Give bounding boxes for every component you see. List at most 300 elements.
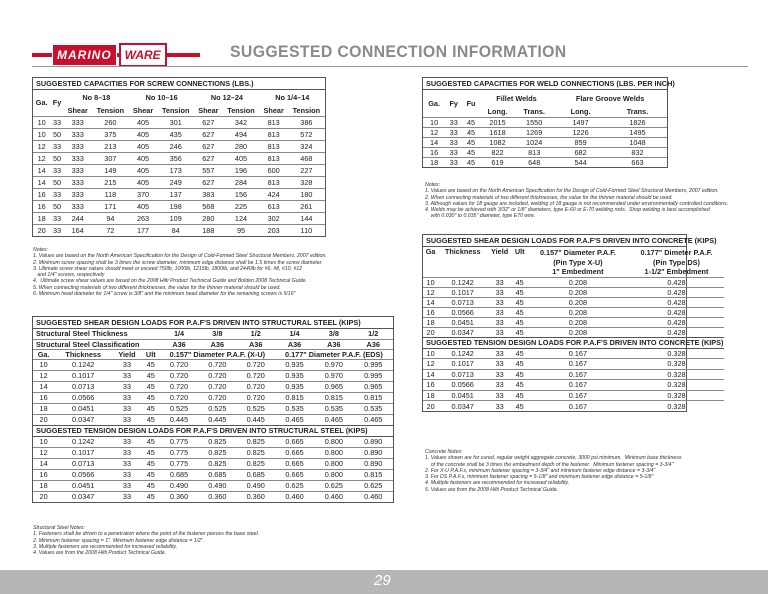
steel-tension-title-row bbox=[33, 425, 393, 436]
table-cell: 109 bbox=[157, 212, 194, 224]
table-cell: 149 bbox=[92, 164, 129, 176]
sub-header: Tension bbox=[161, 105, 190, 115]
table-cell: 12 bbox=[33, 370, 54, 381]
table-cell: 33 bbox=[487, 317, 512, 327]
steel-class-value: A36 bbox=[314, 339, 353, 349]
table-cell: 1497 bbox=[553, 117, 608, 127]
steel-class-label: Structural Steel Classification bbox=[33, 339, 160, 349]
embedment-xu: 1" Embedment bbox=[552, 267, 604, 277]
table-cell: 627 bbox=[194, 128, 222, 140]
table-cell: 0.328 bbox=[629, 390, 725, 401]
table-cell: 45 bbox=[462, 157, 480, 167]
table-cell: 0.428 bbox=[629, 317, 725, 327]
table-row bbox=[33, 176, 325, 188]
table-cell: 0.490 bbox=[237, 480, 275, 491]
table-cell: 333 bbox=[64, 176, 92, 188]
table-cell: 0.935 bbox=[275, 359, 314, 370]
table-cell: 33 bbox=[50, 140, 63, 152]
table-cell: 328 bbox=[288, 176, 325, 188]
col-header-ga: Ga. bbox=[35, 98, 48, 108]
table-cell: 0.0566 bbox=[54, 392, 112, 403]
table-cell: 0.970 bbox=[314, 370, 353, 381]
table-row bbox=[423, 348, 724, 359]
table-cell: 45 bbox=[142, 359, 160, 370]
steel-class-value: A36 bbox=[198, 339, 236, 349]
table-cell: 1550 bbox=[515, 117, 553, 127]
steel-class-value: A36 bbox=[354, 339, 394, 349]
table-cell: 45 bbox=[462, 127, 480, 137]
table-cell: 0.995 bbox=[354, 359, 394, 370]
table-cell: 12 bbox=[423, 359, 438, 370]
table-cell: 333 bbox=[64, 116, 92, 128]
table-cell: 33 bbox=[445, 147, 462, 157]
note-line: 2. For X-U P.A.F.s, minimum fastener spacing = 3-3/4" and minimum fastener edge distance = 3-3/4" bbox=[425, 467, 656, 474]
table-cell: 0.0566 bbox=[438, 307, 487, 317]
steel-thickness-value: 1/2 bbox=[368, 329, 379, 339]
table-cell: 333 bbox=[64, 164, 92, 176]
table-cell: 0.525 bbox=[160, 403, 198, 414]
table-cell: 0.460 bbox=[275, 491, 314, 502]
table-cell: 333 bbox=[64, 152, 92, 164]
col-header-thickness: Thickness bbox=[444, 247, 481, 256]
table-cell: 0.208 bbox=[527, 277, 628, 287]
table-cell: 0.0347 bbox=[438, 327, 487, 337]
table-cell: 0.625 bbox=[354, 480, 394, 491]
table-cell: 0.0713 bbox=[54, 458, 112, 469]
table-cell: 0.428 bbox=[629, 327, 725, 337]
table-cell: 1024 bbox=[515, 137, 553, 147]
weld-notes bbox=[425, 182, 755, 220]
table-cell: 33 bbox=[112, 414, 141, 425]
table-cell: 0.815 bbox=[354, 469, 394, 480]
table-cell: 0.0713 bbox=[438, 297, 487, 307]
table-row bbox=[423, 127, 667, 137]
table-cell: 405 bbox=[129, 116, 157, 128]
table-cell: 33 bbox=[487, 287, 512, 297]
marino-ware-logo bbox=[32, 43, 200, 67]
table-cell: 813 bbox=[260, 176, 288, 188]
steel-class-value: A36 bbox=[160, 339, 198, 349]
table-cell: 0.720 bbox=[160, 381, 198, 392]
table-cell: 33 bbox=[445, 127, 462, 137]
table-cell: 84 bbox=[157, 224, 194, 236]
col-header-thickness: Thickness bbox=[54, 349, 112, 359]
table-cell: 0.525 bbox=[237, 403, 275, 414]
table-cell: 280 bbox=[194, 212, 222, 224]
sub-header: Shear bbox=[263, 105, 284, 115]
logo-word-marino: MARINO bbox=[52, 44, 117, 66]
table-cell: 0.825 bbox=[198, 436, 236, 447]
table-cell: 0.525 bbox=[198, 403, 236, 414]
structural-steel-notes bbox=[33, 525, 373, 556]
table-cell: 0.0347 bbox=[54, 414, 112, 425]
table-row bbox=[33, 359, 393, 370]
table-cell: 33 bbox=[487, 277, 512, 287]
concrete-header-row bbox=[423, 247, 724, 257]
table-cell: 0.208 bbox=[527, 297, 628, 307]
table-cell: 173 bbox=[157, 164, 194, 176]
table-cell: 33 bbox=[112, 392, 141, 403]
note-line: 1. Values shown are for cured, regular weight aggregate concrete, 3000 psi minimum. Minimum base thickness bbox=[425, 455, 682, 462]
table-cell: 33 bbox=[487, 369, 512, 380]
steel-shear-title: SUGGESTED SHEAR DESIGN LOADS FOR P.A.F'S DRIVEN INTO STRUCTURAL STEEL (KIPS) bbox=[33, 317, 393, 329]
table-cell: 0.720 bbox=[160, 370, 198, 381]
table-cell: 33 bbox=[487, 380, 512, 391]
table-cell: 95 bbox=[222, 224, 259, 236]
table-cell: 0.965 bbox=[314, 381, 353, 392]
table-cell: 0.685 bbox=[237, 469, 275, 480]
table-cell: 0.460 bbox=[354, 491, 394, 502]
table-cell: 0.167 bbox=[527, 359, 628, 370]
table-cell: 0.815 bbox=[354, 392, 394, 403]
table-cell: 45 bbox=[462, 117, 480, 127]
table-cell: 0.0566 bbox=[438, 380, 487, 391]
table-cell: 14 bbox=[423, 297, 438, 307]
table-cell: 280 bbox=[222, 140, 259, 152]
table-cell: 0.625 bbox=[275, 480, 314, 491]
table-cell: 0.535 bbox=[354, 403, 394, 414]
table-cell: 0.825 bbox=[237, 447, 275, 458]
table-cell: 12 bbox=[33, 447, 54, 458]
page-footer-bar bbox=[0, 570, 768, 594]
table-cell: 0.465 bbox=[275, 414, 314, 425]
table-cell: 0.720 bbox=[198, 381, 236, 392]
note-line: of the concrete shall be 3 times the embedment depth of the fastener. Minimum fastener spacing = 3-3/4" bbox=[425, 461, 674, 468]
table-cell: 1269 bbox=[515, 127, 553, 137]
table-cell: 557 bbox=[194, 164, 222, 176]
note-line: 4. Welds may be achieved with 3/32" or 1/8" diameters, type E-60 or E-70 welding rods. Shop welding is best accomplished bbox=[425, 207, 710, 214]
table-cell: 0.360 bbox=[237, 491, 275, 502]
sub-header: Tension bbox=[292, 105, 321, 115]
table-cell: 33 bbox=[112, 436, 141, 447]
weld-capacities-table bbox=[422, 77, 675, 168]
table-cell: 0.428 bbox=[629, 297, 725, 307]
table-cell: 45 bbox=[142, 447, 160, 458]
col-header-xu-diameter: 0.157" Diameter P.A.F. (X-U) bbox=[160, 349, 275, 359]
table-cell: 0.208 bbox=[527, 327, 628, 337]
table-cell: 10 bbox=[33, 436, 54, 447]
table-cell: 0.1242 bbox=[438, 348, 487, 359]
col-header-eds-diameter: 0.177" Diameter P.A.F. (EDS) bbox=[275, 349, 393, 359]
concrete-tension-title: SUGGESTED TENSION DESIGN LOADS FOR P.A.F'S DRIVEN INTO CONCRETE (KIPS) bbox=[423, 337, 724, 348]
concrete-table-body bbox=[423, 247, 724, 411]
table-cell: 0.0451 bbox=[438, 317, 487, 327]
table-cell: 177 bbox=[129, 224, 157, 236]
table-cell: 600 bbox=[260, 164, 288, 176]
table-cell: 45 bbox=[142, 414, 160, 425]
page-title: SUGGESTED CONNECTION INFORMATION bbox=[230, 42, 567, 61]
table-cell: 0.535 bbox=[314, 403, 353, 414]
col-header-yield: Yield bbox=[112, 349, 141, 359]
steel-class-row bbox=[33, 339, 393, 349]
table-cell: 18 bbox=[423, 390, 438, 401]
table-row bbox=[423, 317, 724, 327]
note-line: 6. Minimum head diameter for 1/4" screw is 3/8" and the minimum head diameter for the remaining screws is 5/16" bbox=[33, 291, 296, 298]
table-cell: 0.1017 bbox=[438, 359, 487, 370]
table-cell: 45 bbox=[512, 359, 527, 370]
table-cell: 72 bbox=[92, 224, 129, 236]
table-cell: 33 bbox=[112, 359, 141, 370]
table-cell: 0.167 bbox=[527, 369, 628, 380]
table-row bbox=[33, 392, 393, 403]
sub-header: Long. bbox=[487, 106, 508, 116]
table-cell: 16 bbox=[33, 200, 50, 212]
table-row bbox=[33, 370, 393, 381]
sub-header: Long. bbox=[570, 106, 591, 116]
note-line: 3. Although values for 18 gauge are included, welding of 18 gauge is not recommended under environmentally controlled conditions. bbox=[425, 200, 729, 207]
table-cell: 0.445 bbox=[237, 414, 275, 425]
col-header-no14-14: No 1/4–14 bbox=[275, 93, 310, 102]
table-cell: 301 bbox=[157, 116, 194, 128]
sub-header: Shear bbox=[67, 105, 88, 115]
table-cell: 435 bbox=[157, 128, 194, 140]
table-row bbox=[33, 152, 325, 164]
note-line: 4. Ultimate screw shear values are based on the 2008 Hilti Product Technical Guide and Bolden 2008 Technical Guide. bbox=[33, 278, 307, 285]
table-cell: 33 bbox=[112, 469, 141, 480]
table-cell: 0.0566 bbox=[54, 469, 112, 480]
table-cell: 405 bbox=[129, 128, 157, 140]
table-cell: 33 bbox=[487, 390, 512, 401]
table-cell: 198 bbox=[157, 200, 194, 212]
table-cell: 383 bbox=[194, 188, 222, 200]
steel-table-body bbox=[33, 329, 393, 502]
table-cell: 45 bbox=[512, 369, 527, 380]
table-row bbox=[33, 403, 393, 414]
table-cell: 0.800 bbox=[314, 436, 353, 447]
table-cell: 0.167 bbox=[527, 390, 628, 401]
table-cell: 45 bbox=[512, 297, 527, 307]
table-cell: 0.720 bbox=[198, 370, 236, 381]
table-cell: 0.0451 bbox=[54, 480, 112, 491]
table-cell: 333 bbox=[64, 188, 92, 200]
table-cell: 18 bbox=[33, 480, 54, 491]
table-cell: 0.720 bbox=[237, 392, 275, 403]
table-cell: 0.935 bbox=[275, 370, 314, 381]
note-line: Structural Steel Notes: bbox=[33, 525, 85, 531]
table-row bbox=[33, 128, 325, 140]
table-cell: 33 bbox=[112, 447, 141, 458]
table-cell: 544 bbox=[553, 157, 608, 167]
note-line: 3. For DS P.A.F.s, minimum fastener spacing = 5-1/8" and minimum fastener edge distance = 5-1/8" bbox=[425, 474, 654, 481]
table-cell: 33 bbox=[487, 359, 512, 370]
table-cell: 260 bbox=[92, 116, 129, 128]
table-row bbox=[423, 307, 724, 317]
table-cell: 144 bbox=[288, 212, 325, 224]
table-cell: 813 bbox=[260, 152, 288, 164]
steel-thickness-label: Structural Steel Thickness bbox=[36, 329, 128, 339]
table-cell: 405 bbox=[129, 140, 157, 152]
table-cell: 246 bbox=[157, 140, 194, 152]
pin-type-ds: (Pin Type DS) bbox=[653, 257, 700, 267]
concrete-notes bbox=[425, 449, 760, 493]
table-row bbox=[423, 380, 724, 391]
table-cell: 14 bbox=[423, 369, 438, 380]
col-header-ga: Ga. bbox=[33, 349, 54, 359]
table-cell: 33 bbox=[487, 348, 512, 359]
table-cell: 0.1017 bbox=[54, 447, 112, 458]
table-cell: 822 bbox=[480, 147, 515, 157]
table-cell: 16 bbox=[423, 307, 438, 317]
table-cell: 16 bbox=[33, 469, 54, 480]
table-cell: 45 bbox=[512, 277, 527, 287]
table-cell: 0.625 bbox=[314, 480, 353, 491]
table-row bbox=[33, 140, 325, 152]
table-row bbox=[423, 117, 667, 127]
table-cell: 0.890 bbox=[354, 458, 394, 469]
table-cell: 0.720 bbox=[198, 392, 236, 403]
table-cell: 33 bbox=[487, 401, 512, 412]
table-cell: 1495 bbox=[608, 127, 667, 137]
table-cell: 0.328 bbox=[629, 348, 725, 359]
table-row bbox=[423, 390, 724, 401]
table-cell: 0.167 bbox=[527, 348, 628, 359]
table-cell: 572 bbox=[288, 128, 325, 140]
note-line: Concrete Notes: bbox=[425, 449, 463, 455]
table-cell: 405 bbox=[129, 152, 157, 164]
table-cell: 18 bbox=[33, 212, 50, 224]
table-cell: 1226 bbox=[553, 127, 608, 137]
concrete-tension-title-row bbox=[423, 337, 724, 348]
col-header-ult: Ult bbox=[142, 349, 160, 359]
table-cell: 0.685 bbox=[160, 469, 198, 480]
table-cell: 0.328 bbox=[629, 380, 725, 391]
table-cell: 627 bbox=[194, 176, 222, 188]
table-cell: 813 bbox=[260, 116, 288, 128]
table-cell: 0.1017 bbox=[54, 370, 112, 381]
table-cell: 33 bbox=[112, 403, 141, 414]
weld-header-row bbox=[423, 90, 667, 106]
table-cell: 0.465 bbox=[354, 414, 394, 425]
screw-header-row bbox=[33, 90, 325, 105]
table-row bbox=[33, 458, 393, 469]
steel-tension-title: SUGGESTED TENSION DESIGN LOADS FOR P.A.F'S DRIVEN INTO STRUCTURAL STEEL (KIPS) bbox=[33, 425, 393, 436]
table-cell: 0.775 bbox=[160, 447, 198, 458]
table-cell: 0.685 bbox=[198, 469, 236, 480]
table-cell: 10 bbox=[33, 116, 50, 128]
table-cell: 0.935 bbox=[275, 381, 314, 392]
table-row bbox=[33, 212, 325, 224]
table-row bbox=[423, 401, 724, 412]
concrete-table bbox=[422, 234, 724, 412]
table-cell: 45 bbox=[512, 287, 527, 297]
table-cell: 33 bbox=[487, 327, 512, 337]
table-row bbox=[33, 436, 393, 447]
table-cell: 0.328 bbox=[629, 369, 725, 380]
table-cell: 0.428 bbox=[629, 287, 725, 297]
sub-header: Shear bbox=[132, 105, 154, 115]
table-cell: 118 bbox=[92, 188, 129, 200]
table-cell: 619 bbox=[480, 157, 515, 167]
table-cell: 10 bbox=[33, 359, 54, 370]
table-cell: 45 bbox=[512, 401, 527, 412]
col-header-xu-diameter: 0.157" Diameter P.A.F. bbox=[539, 247, 616, 257]
table-cell: 0.965 bbox=[354, 381, 394, 392]
table-cell: 45 bbox=[142, 403, 160, 414]
table-cell: 0.995 bbox=[354, 370, 394, 381]
col-header-ga: Ga. bbox=[428, 98, 440, 108]
table-cell: 33 bbox=[112, 370, 141, 381]
table-row bbox=[33, 491, 393, 502]
table-cell: 0.445 bbox=[198, 414, 236, 425]
table-cell: 213 bbox=[92, 140, 129, 152]
table-cell: 33 bbox=[50, 212, 63, 224]
table-cell: 0.0347 bbox=[438, 401, 487, 412]
screw-capacities-table bbox=[32, 77, 326, 237]
table-cell: 16 bbox=[33, 392, 54, 403]
table-cell: 0.428 bbox=[629, 277, 725, 287]
table-cell: 0.665 bbox=[275, 458, 314, 469]
table-cell: 0.825 bbox=[237, 458, 275, 469]
table-cell: 20 bbox=[33, 491, 54, 502]
table-cell: 171 bbox=[92, 200, 129, 212]
table-cell: 45 bbox=[142, 370, 160, 381]
table-cell: 45 bbox=[142, 381, 160, 392]
page-number: 29 bbox=[374, 572, 391, 589]
table-cell: 164 bbox=[64, 224, 92, 236]
table-cell: 10 bbox=[423, 348, 438, 359]
table-cell: 0.490 bbox=[160, 480, 198, 491]
table-row bbox=[33, 188, 325, 200]
table-cell: 33 bbox=[112, 491, 141, 502]
table-cell: 627 bbox=[194, 140, 222, 152]
sub-header: Tension bbox=[227, 105, 255, 115]
table-cell: 45 bbox=[462, 147, 480, 157]
table-cell: 12 bbox=[33, 140, 50, 152]
table-cell: 832 bbox=[608, 147, 667, 157]
table-cell: 0.970 bbox=[314, 359, 353, 370]
col-header-fillet-welds: Fillet Welds bbox=[496, 93, 537, 103]
table-cell: 424 bbox=[260, 188, 288, 200]
screw-table-title: SUGGESTED CAPACITIES FOR SCREW CONNECTIONS (LBS.) bbox=[33, 78, 325, 90]
table-row bbox=[423, 277, 724, 287]
table-cell: 33 bbox=[445, 117, 462, 127]
table-cell: 370 bbox=[129, 188, 157, 200]
table-cell: 20 bbox=[423, 327, 438, 337]
table-cell: 302 bbox=[260, 212, 288, 224]
table-cell: 33 bbox=[50, 224, 63, 236]
table-cell: 0.720 bbox=[160, 359, 198, 370]
note-line: 1. Values are based on the North American Specification for the Design of Cold-Formed Steel Structural Members, 2007 edition. bbox=[33, 253, 327, 260]
table-row bbox=[423, 327, 724, 337]
col-header-ds-diameter: 0.177" Dimeter P.A.F. bbox=[640, 247, 713, 257]
table-cell: 33 bbox=[112, 480, 141, 491]
table-cell: 45 bbox=[512, 327, 527, 337]
table-cell: 1826 bbox=[608, 117, 667, 127]
table-row bbox=[33, 116, 325, 128]
screw-subheader-row bbox=[33, 105, 325, 116]
table-cell: 0.360 bbox=[160, 491, 198, 502]
table-cell: 0.890 bbox=[354, 436, 394, 447]
table-cell: 324 bbox=[288, 140, 325, 152]
col-header-fy: Fy bbox=[52, 98, 62, 108]
table-cell: 94 bbox=[92, 212, 129, 224]
col-header-no10-16: No 10–16 bbox=[145, 93, 178, 102]
table-cell: 813 bbox=[260, 128, 288, 140]
table-cell: 405 bbox=[222, 152, 259, 164]
table-cell: 0.428 bbox=[629, 307, 725, 317]
table-cell: 0.490 bbox=[198, 480, 236, 491]
table-cell: 0.1242 bbox=[438, 277, 487, 287]
table-cell: 33 bbox=[112, 381, 141, 392]
steel-thickness-value: 3/8 bbox=[328, 329, 339, 339]
table-cell: 813 bbox=[515, 147, 553, 157]
col-header-flare-groove-welds: Flare Groove Welds bbox=[575, 93, 645, 103]
table-cell: 1618 bbox=[480, 127, 515, 137]
steel-thickness-row bbox=[33, 329, 393, 339]
table-cell: 14 bbox=[33, 381, 54, 392]
table-cell: 110 bbox=[288, 224, 325, 236]
table-cell: 196 bbox=[222, 164, 259, 176]
